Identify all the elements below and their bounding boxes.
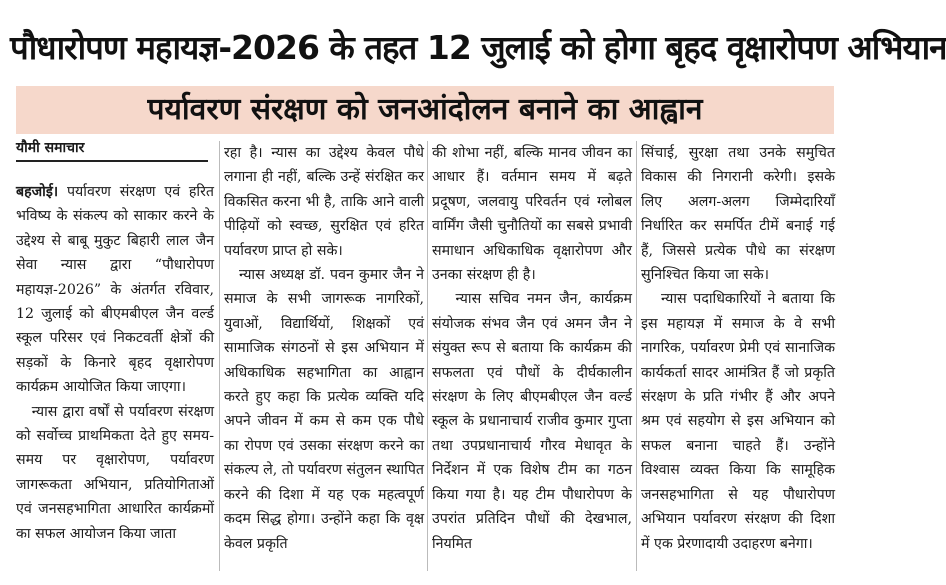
article-paragraph [432,287,632,555]
article-column-2 [224,141,424,585]
article-paragraph: रहा है। न्यास का उद्देश्य केवल पौधे लगाना ही नहीं, बल्कि उन्हें संरक्षित कर विकसित करना भी है, ताकि आने वाली पीढ़ियों को स्वच्छ, सुरक्षित एवं हरित पर्यावरण प्राप्त हो सके। [224,145,424,259]
paragraph-text: न्यास अध्यक्ष डॉ. पवन कुमार जैन ने समाज के सभी जागरूक नागरिकों, युवाओं, विद्यार्थियों, शिक्षकों एवं सामाजिक संगठनों से इस अभियान में अधिकाधिक सहभागिता का आह्वान करते हुए कहा कि प्रत्येक व्यक्ति यदि अपने जीवन में कम से कम एक पौधे का रोपण एवं उसका संरक्षण करने का संकल्प ले, तो पर्यावरण संतुलन स्थापित करने की दिशा में यह एक महत्वपूर्ण कदम सिद्ध होगा। उन्होंने कहा कि वृक्ष केवल प्रकृति [224,267,425,552]
paragraph-text: पर्यावरण संरक्षण एवं हरित भविष्य के संकल्प को साकार करने के उद्देश्य से बाबू मुकुट बिहारी लाल जैन सेवा न्यास द्वारा “पौधारोपण महायज्ञ-2026” के अंतर्गत रविवार, 12 जुलाई को बीएमबीएल जैन वर्ल्ड स्कूल परिसर एवं निकटवर्ती क्षेत्रों की सड़कों के किनारे बृहद वृक्षारोपण कार्यक्रम आयोजित किया जाएगा। [16,184,214,396]
column-divider [636,141,637,571]
article-paragraph [641,287,835,555]
column-divider [219,141,220,571]
article-paragraph: सिंचाई, सुरक्षा तथा उनके समुचित विकास की निगरानी करेगी। इसके लिए अलग-अलग जिम्मेदारियाँ निर्धारित कर समर्पित टीमें बनाई गई हैं, जिससे प्रत्येक पौधे का संरक्षण सुनिश्चित किया जा सके। [641,145,835,284]
paragraph-text: न्यास द्वारा वर्षों से पर्यावरण संरक्षण को सर्वोच्च प्राथमिकता देते हुए समय-समय पर वृक्षारोपण, पर्यावरण जागरूकता अभियान, प्रतियोगिताओं एवं जनसहभागिता आधारित कार्यक्रमों का सफल आयोजन किया जाता [16,403,214,542]
paragraph-text: न्यास पदाधिकारियों ने बताया कि इस महायज्ञ में समाज के वे सभी नागरिक, पर्यावरण प्रेमी एवं सानाजिक कार्यकर्ता सादर आमंत्रित हैं जो प्रकृति संरक्षण के प्रति गंभीर हैं और अपने श्रम एवं सहयोग से इस अभियान को सफल बनाना चाहते हैं। उन्होंने विश्वास व्यक्त किया कि सामूहिक जनसहभागिता से यह पौधारोपण अभियान पर्यावरण संरक्षण की दिशा में एक प्रेरणादायी उदाहरण बनेगा। [641,291,836,552]
dateline: बहजोई। [16,184,59,200]
article-paragraph [224,263,424,556]
headline: पौधारोपण महायज्ञ-2026 के तहत 12 जुलाई को होगा बृहद वृक्षारोपण अभियान [10,28,946,67]
article-column-3 [432,141,632,585]
article-paragraph [16,400,214,546]
paragraph-text: न्यास सचिव नमन जैन, कार्यक्रम संयोजक संभव जैन एवं अमन जैन ने संयुक्त रूप से बताया कि कार्यक्रम की सफलता एवं पौधों के दीर्घकालीन संरक्षण के लिए बीएमबीएल जैन वर्ल्ड स्कूल के प्रधानाचार्य राजीव कुमार गुप्ता तथा उपप्रधानाचार्य गौरव मेधावृत के निर्देशन में एक विशेष टीम का गठन किया गया है। यह टीम पौधारोपण के उपरांत प्रतिदिन पौधों की देखभाल, नियमित [432,291,632,552]
byline: यौमी समाचार [16,136,208,162]
article-paragraph: की शोभा नहीं, बल्कि मानव जीवन का आधार हैं। वर्तमान समय में बढ़ते प्रदूषण, जलवायु परिवर्तन एवं ग्लोबल वार्मिंग जैसी चुनौतियों का सबसे प्रभावी समाधान अधिकाधिक वृक्षारोपण और उनका संरक्षण ही है। [432,145,632,284]
article-column-4 [641,141,835,585]
article-column-1 [16,180,214,585]
subheadline: पर्यावरण संरक्षण को जनआंदोलन बनाने का आह्वान [147,92,703,127]
column-divider [427,141,428,571]
article-paragraph [16,180,214,400]
